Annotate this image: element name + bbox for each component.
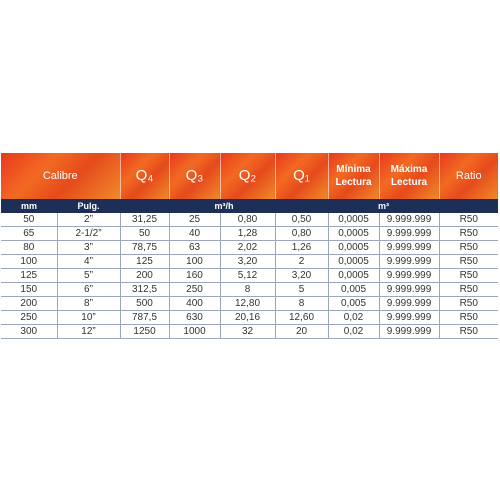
unit-flow: m³/h [120, 199, 328, 213]
cell-mm: 250 [1, 311, 57, 325]
cell-minima: 0,0005 [328, 269, 379, 283]
cell-q4: 312,5 [120, 283, 169, 297]
cell-q3: 630 [169, 311, 220, 325]
cell-mm: 100 [1, 255, 57, 269]
cell-pulg: 3” [57, 241, 120, 255]
cell-minima: 0,0005 [328, 213, 379, 227]
units-row [1, 199, 498, 213]
cell-ratio: R50 [439, 255, 498, 269]
table-row [1, 311, 498, 325]
cell-q1: 2 [275, 255, 328, 269]
cell-q1: 1,26 [275, 241, 328, 255]
cell-minima: 0,0005 [328, 227, 379, 241]
table-row [1, 241, 498, 255]
table-body [1, 213, 498, 339]
cell-q3: 40 [169, 227, 220, 241]
cell-q1: 0,80 [275, 227, 328, 241]
cell-q3: 250 [169, 283, 220, 297]
header-maxima-lectura [379, 153, 439, 199]
cell-q1: 0,50 [275, 213, 328, 227]
cell-maxima: 9.999.999 [379, 269, 439, 283]
header-q4: Q₄ [120, 153, 169, 199]
cell-q4: 78,75 [120, 241, 169, 255]
unit-ratio-blank [439, 199, 498, 213]
cell-q1: 20 [275, 325, 328, 339]
cell-maxima: 9.999.999 [379, 297, 439, 311]
cell-mm: 150 [1, 283, 57, 297]
cell-q2: 32 [220, 325, 275, 339]
header-row [1, 153, 498, 199]
cell-ratio: R50 [439, 311, 498, 325]
cell-pulg: 5” [57, 269, 120, 283]
cell-maxima: 9.999.999 [379, 227, 439, 241]
cell-q3: 100 [169, 255, 220, 269]
table-row [1, 255, 498, 269]
cell-q2: 20,16 [220, 311, 275, 325]
unit-volume: m³ [328, 199, 439, 213]
cell-q3: 25 [169, 213, 220, 227]
cell-q2: 8 [220, 283, 275, 297]
cell-q4: 1250 [120, 325, 169, 339]
cell-q2: 2,02 [220, 241, 275, 255]
cell-ratio: R50 [439, 325, 498, 339]
cell-pulg: 12” [57, 325, 120, 339]
header-minima-line1: Mínima [336, 164, 371, 175]
table-row [1, 213, 498, 227]
cell-q4: 200 [120, 269, 169, 283]
cell-mm: 65 [1, 227, 57, 241]
cell-q1: 12,60 [275, 311, 328, 325]
cell-minima: 0,0005 [328, 241, 379, 255]
cell-q2: 12,80 [220, 297, 275, 311]
cell-q2: 0,80 [220, 213, 275, 227]
table-row [1, 269, 498, 283]
header-ratio: Ratio [439, 153, 498, 199]
cell-mm: 200 [1, 297, 57, 311]
cell-ratio: R50 [439, 297, 498, 311]
cell-pulg: 2-1/2” [57, 227, 120, 241]
cell-minima: 0,02 [328, 325, 379, 339]
cell-q1: 8 [275, 297, 328, 311]
cell-maxima: 9.999.999 [379, 325, 439, 339]
cell-q2: 3,20 [220, 255, 275, 269]
cell-maxima: 9.999.999 [379, 241, 439, 255]
cell-maxima: 9.999.999 [379, 255, 439, 269]
header-q2: Q₂ [220, 153, 275, 199]
cell-ratio: R50 [439, 269, 498, 283]
cell-ratio: R50 [439, 227, 498, 241]
cell-minima: 0,0005 [328, 255, 379, 269]
cell-q4: 787,5 [120, 311, 169, 325]
cell-q3: 160 [169, 269, 220, 283]
cell-q4: 500 [120, 297, 169, 311]
cell-pulg: 6” [57, 283, 120, 297]
cell-minima: 0,02 [328, 311, 379, 325]
table-row [1, 283, 498, 297]
cell-pulg: 4” [57, 255, 120, 269]
cell-q4: 31,25 [120, 213, 169, 227]
header-maxima-line1: Máxima [390, 164, 428, 175]
cell-mm: 50 [1, 213, 57, 227]
cell-minima: 0,005 [328, 297, 379, 311]
header-calibre: Calibre [1, 153, 120, 199]
header-minima-lectura [328, 153, 379, 199]
cell-ratio: R50 [439, 213, 498, 227]
cell-pulg: 8” [57, 297, 120, 311]
unit-mm: mm [1, 199, 57, 213]
cell-q4: 125 [120, 255, 169, 269]
cell-q1: 3,20 [275, 269, 328, 283]
cell-q1: 5 [275, 283, 328, 297]
specification-table [1, 153, 498, 339]
header-minima-line2: Lectura [335, 177, 372, 188]
unit-pulg: Pulg. [57, 199, 120, 213]
header-maxima-line2: Lectura [390, 177, 428, 188]
table-row [1, 227, 498, 241]
table-row [1, 297, 498, 311]
header-q1: Q₁ [275, 153, 328, 199]
cell-maxima: 9.999.999 [379, 283, 439, 297]
cell-pulg: 2” [57, 213, 120, 227]
cell-q2: 1,28 [220, 227, 275, 241]
header-q3: Q₃ [169, 153, 220, 199]
cell-q3: 63 [169, 241, 220, 255]
cell-q3: 400 [169, 297, 220, 311]
cell-q4: 50 [120, 227, 169, 241]
cell-maxima: 9.999.999 [379, 311, 439, 325]
cell-mm: 125 [1, 269, 57, 283]
cell-mm: 80 [1, 241, 57, 255]
cell-ratio: R50 [439, 283, 498, 297]
cell-mm: 300 [1, 325, 57, 339]
cell-pulg: 10” [57, 311, 120, 325]
cell-maxima: 9.999.999 [379, 213, 439, 227]
cell-q3: 1000 [169, 325, 220, 339]
cell-q2: 5,12 [220, 269, 275, 283]
table-row [1, 325, 498, 339]
cell-minima: 0,005 [328, 283, 379, 297]
cell-ratio: R50 [439, 241, 498, 255]
